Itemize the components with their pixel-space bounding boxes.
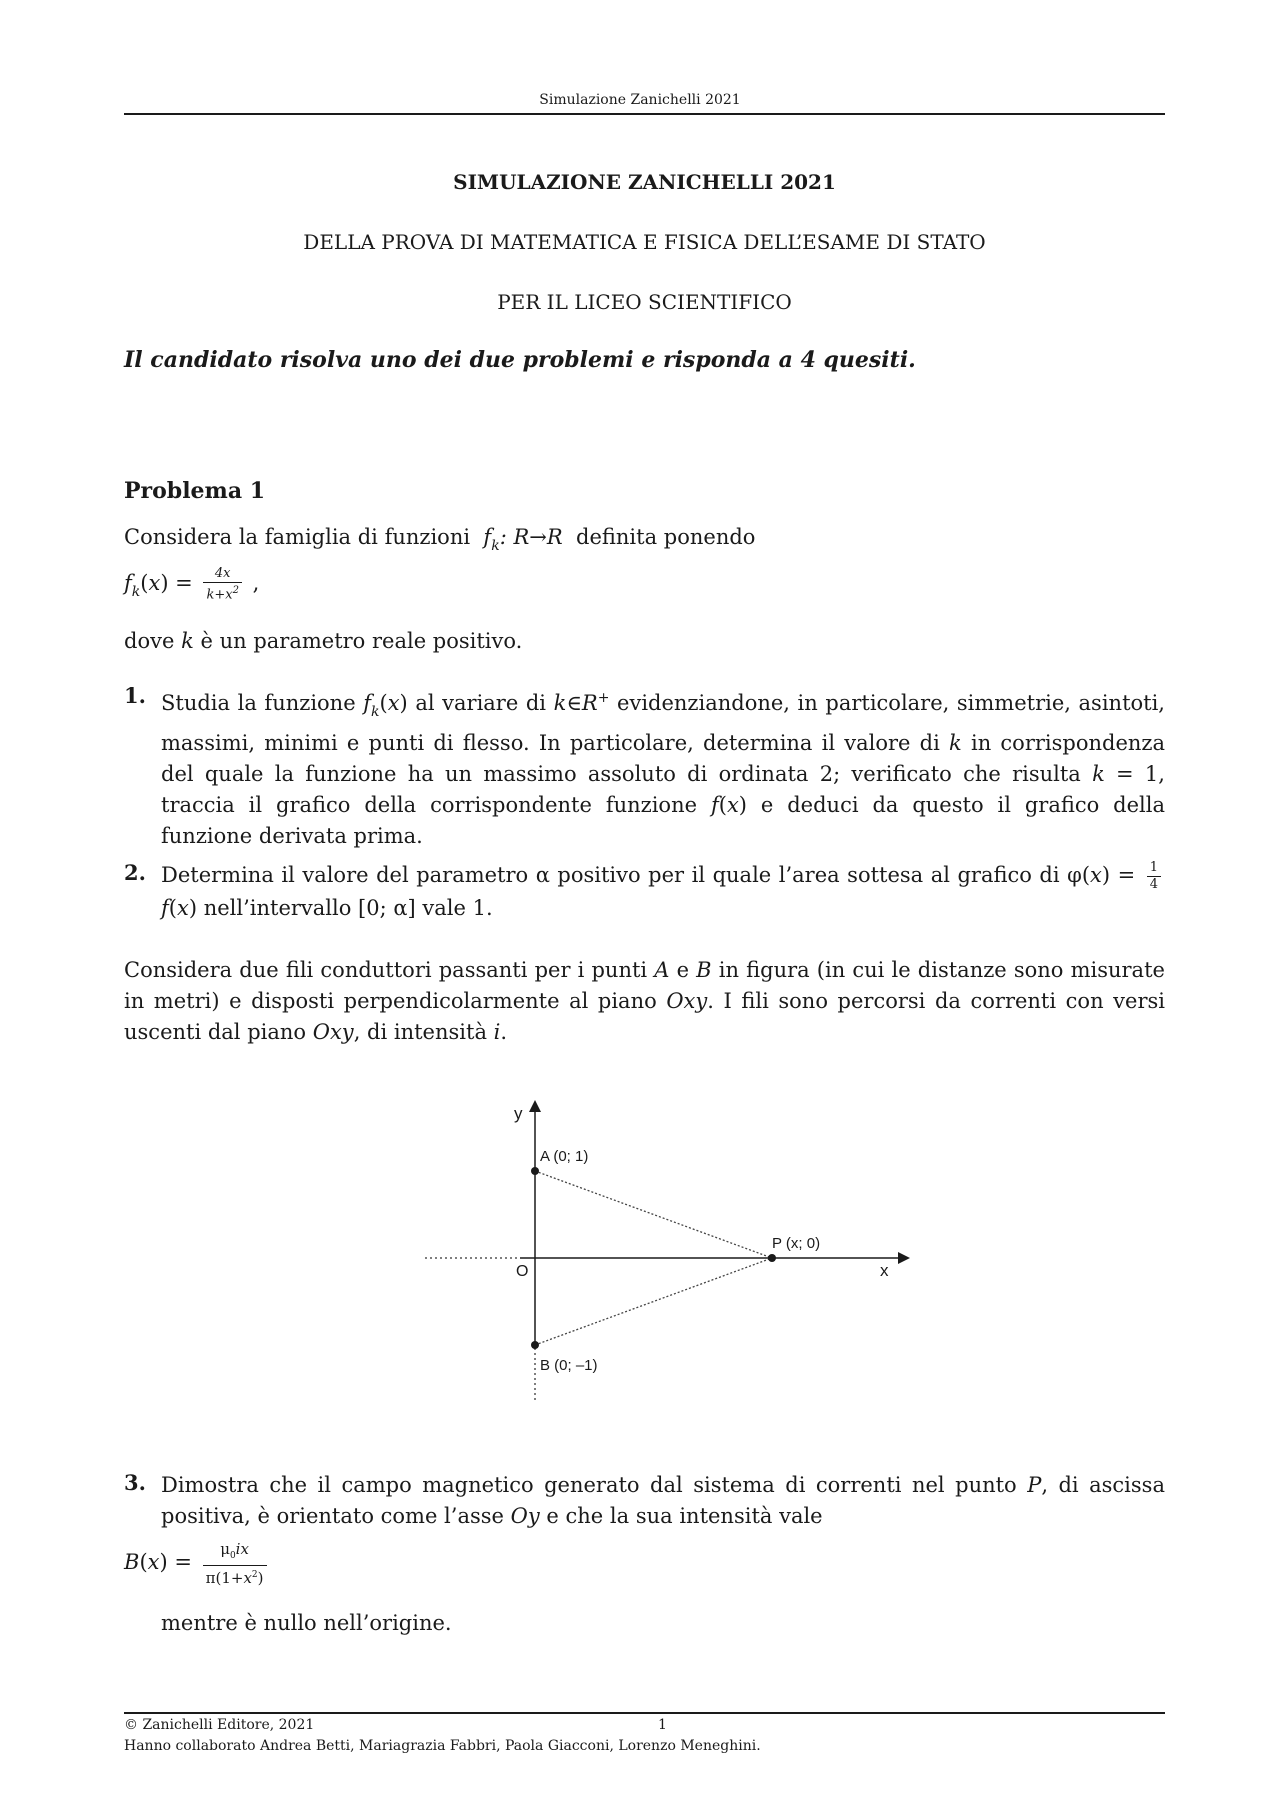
point-b-dot: [531, 1341, 539, 1349]
wires-paragraph: Considera due fili conduttori passanti per i punti A e B in figura (in cui le distanze sono misurate in metri) e disposti perpendicolarmente al piano Oxy. I fili sono percorsi da correnti con versi uscenti dal piano Oxy, di intensità i.: [124, 958, 1165, 1044]
point-p-dot: [768, 1254, 776, 1262]
item-2: Determina il valore del parametro α positivo per il quale l’area sottesa al grafico di φ(x) = $\frac{1}{4}$ f(x) nell’intervallo [0; α] vale 1.: [161, 860, 1165, 924]
document-subtitle: DELLA PROVA DI MATEMATICA E FISICA DELL’ESAME DI STATO: [303, 230, 986, 254]
document-subtitle-2: PER IL LICEO SCIENTIFICO: [497, 290, 792, 314]
document-title: SIMULAZIONE ZANICHELLI 2021: [453, 170, 836, 194]
origin-label: O: [516, 1263, 529, 1280]
footer-credits: Hanno collaborato Andrea Betti, Mariagrazia Fabbri, Paola Giacconi, Lorenzo Meneghini.: [124, 1738, 761, 1754]
axis-y-label: y: [514, 1104, 523, 1123]
parameter-note: dove k è un parametro reale positivo.: [124, 629, 523, 653]
function-definition: $f_k(x)$ = $\frac{4x}{k+x^2}$ ,: [124, 566, 260, 603]
field-formula: B(x) = $\frac{\mu_0ix}{\pi(1+x^2)}$: [124, 1540, 271, 1587]
x-axis-arrow: [898, 1252, 910, 1264]
footer-rule: [124, 1712, 1165, 1714]
problem-intro: Considera la famiglia di funzioni $f_k$: R→R definita ponendo: [124, 525, 756, 554]
axis-x-label: x: [880, 1261, 889, 1280]
item-1: Studia la funzione $f_k(x)$ al variare di k∈R+ evidenziandone, in particolare, simmetrie, asintoti, massimi, minimi e punti di flesso. In particolare, determina il valore di k in corrispondenza del quale la funzione ha un massimo assoluto di ordinata 2; verificato che risulta k = 1, traccia il grafico della corrispondente funzione f(x) e deduci da questo il grafico della funzione derivata prima.: [161, 690, 1165, 848]
item-3: Dimostra che il campo magnetico generato dal sistema di correnti nel punto P, di ascissa positiva, è orientato come l’asse Oy e che la sua intensità vale: [161, 1473, 1165, 1528]
intro-text-b: definita ponendo: [576, 525, 756, 549]
running-header: Simulazione Zanichelli 2021: [539, 92, 741, 108]
point-a-label: A (0; 1): [540, 1148, 589, 1165]
point-b-label: B (0; –1): [540, 1357, 598, 1374]
problem-heading: Problema 1: [124, 478, 266, 504]
footer-copyright: © Zanichelli Editore, 2021: [124, 1717, 315, 1733]
intro-text-a: Considera la famiglia di funzioni: [124, 525, 471, 549]
item-number-2: 2.: [124, 860, 146, 885]
item-3-conclusion: mentre è nullo nell’origine.: [161, 1611, 452, 1635]
wires-figure: [420, 1100, 910, 1420]
header-rule: [124, 113, 1165, 115]
instructions: Il candidato risolva uno dei due problemi e risponda a 4 quesiti.: [124, 347, 916, 373]
page-number: 1: [658, 1717, 667, 1733]
point-p-label: P (x; 0): [772, 1235, 821, 1252]
item-number-3: 3.: [124, 1470, 146, 1495]
point-a-dot: [531, 1167, 539, 1175]
item-number-1: 1.: [124, 683, 146, 708]
segment-bp: [535, 1258, 772, 1345]
segment-ap: [535, 1171, 772, 1258]
y-axis-arrow: [529, 1100, 541, 1112]
